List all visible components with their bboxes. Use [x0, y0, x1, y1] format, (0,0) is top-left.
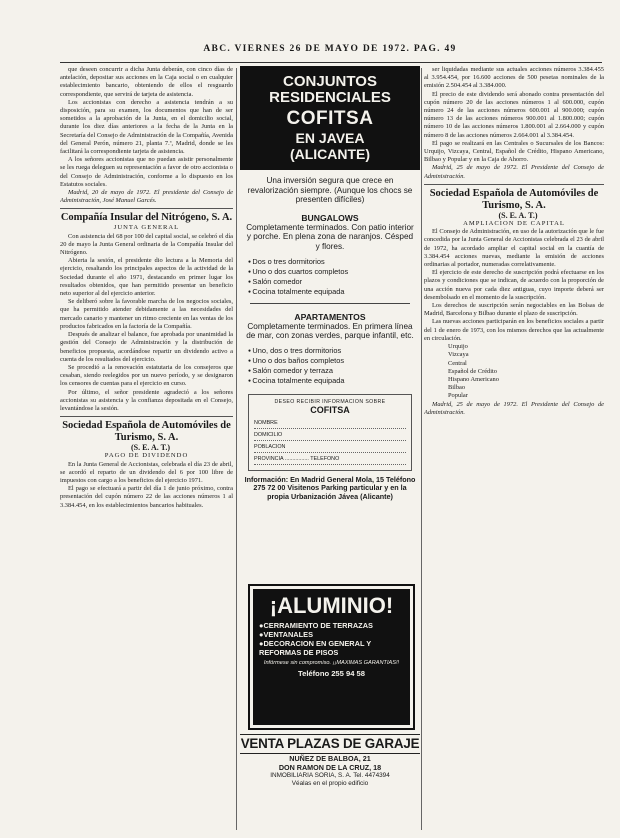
- section-subtitle: PAGO DE DIVIDENDO: [104, 452, 189, 460]
- list-item: ● Cocina totalmente equipada: [248, 287, 420, 297]
- ad-headline: RESIDENCIALES: [269, 89, 391, 106]
- ad-headline: CONJUNTOS: [283, 73, 377, 90]
- article-paragraph: El precio de este dividendo será abonado contra presentación del cupón número 20 de las acciones números 1 al 600.000, cupón número 24 de las acciones números 600.001 al 900.000; cupón número 13 de las acciones números 900.001 al 1.800.000; cupón número 10 de las acciones números 1.800.001 al 2.664.000 y cupón número 8 de las acciones números 2.664.001 al 3.384.454.: [424, 90, 604, 139]
- article-paragraph: ser liquidadas mediante sus actuales acciones números 3.384.455 al 3.954.454, por 16.600 acciones de 500 pesetas nominales de la emisión 2.504.454 al 3.384.000.: [424, 66, 604, 90]
- section-title-seat-capital: Sociedad Española de Automóviles de Turismo, S. A.: [429, 187, 599, 211]
- section-subtitle: AMPLIACION DE CAPITAL: [463, 220, 565, 228]
- article-paragraph: que deseen concurrir a dicha Junta deberán, con cinco días de antelación, depositar sus acciones en la Caja social o en cualquier establecimiento bancario, obteniendo de ellos el resguardo correspondiente, que servirá de tarjeta de asistencia.: [60, 66, 233, 98]
- section-title-nitrogeno: Compañía Insular del Nitrógeno, S. A.: [60, 212, 233, 224]
- article-paragraph: El ejercicio de este derecho de suscripción podrá efectuarse en los plazos y condiciones que se indican, de acuerdo con la proporción de una acción nueva por cada diez antiguas, cuyo importe deberá ser desembolsado en el momento de la suscripción.: [424, 269, 604, 301]
- left-column: [60, 66, 233, 832]
- article-paragraph: Las nuevas acciones participarán en los beneficios sociales a partir del 1 de enero de 1973, con los mismos derechos que las actualmente en circulación.: [424, 318, 604, 342]
- page-header: ABC. VIERNES 26 DE MAYO DE 1972. PAG. 49: [203, 44, 457, 54]
- coupon-field-poblacion: POBLACION: [254, 442, 406, 453]
- list-item: ● VENTANALES: [259, 630, 410, 639]
- list-item: ● Dos o tres dormitorios: [248, 257, 420, 267]
- bank-list-item: Hispano Americano: [448, 375, 499, 383]
- column-rule: [421, 68, 422, 830]
- bank-list-item: Urquijo: [448, 343, 468, 351]
- ad-address: DON RAMON DE LA CRUZ, 18: [278, 763, 382, 772]
- article-paragraph: El pago se realizará en las Centrales o Sucursales de los Bancos: Urquijo, Vizcaya, Central, Español de Crédito, Hispano Americano, Bilbao y Popular y en la Caja de Ahorro.: [424, 139, 604, 164]
- article-paragraph: En la Junta General de Accionistas, celebrada el día 23 de abril, se acordó el reparto de un dividendo del 6 por 100 libre de impuestos con cargo a los beneficios del ejercicio 1971.: [60, 460, 233, 484]
- list-item: ● Salón comedor y terraza: [248, 366, 420, 376]
- bank-list-item: Popular: [448, 392, 468, 400]
- ad-feature-list: [248, 257, 420, 297]
- section-abbr: (S. E. A. T.): [498, 210, 538, 220]
- article-signature: Madrid, 25 de mayo de 1972. El Presidente del Consejo de Administración.: [424, 164, 604, 180]
- ad-conjuntos-residenciales: [240, 66, 420, 578]
- ad-feature-list: [248, 346, 420, 386]
- article-paragraph: Por último, el señor presidente agradeció a los señores accionistas su asistencia y la confianza depositada en el Consejo, levantándose la sesión.: [60, 388, 233, 412]
- ad-intro: Una inversión segura que crece en revalorización siempre. (Aunque los chocs se presenten difíciles): [247, 176, 413, 205]
- section-title-seat: Sociedad Española de Automóviles de Turismo, S. A.: [62, 420, 231, 444]
- ad-header-block: [240, 66, 420, 170]
- article-paragraph: El Consejo de Administración, en uso de la autorización que le fue concedida por la Junta General de Accionistas celebrada el 23 de abril de 1972, ha acordado ampliar el capital social en la cuantía de 3.384.454 acciones nuevas, mediante la emisión de acciones ordinarias al portador, numeradas correlativamente.: [424, 228, 604, 269]
- ad-divider: [250, 303, 410, 304]
- article-paragraph: Con asistencia del 68 por 100 del capital social, se celebró el día 20 de mayo la Junta General ordinaria de la Compañía Insular del Nitrógeno.: [60, 232, 233, 257]
- list-item: ● Salón comedor: [248, 277, 420, 287]
- ad-company: INMOBILIARIA SORIA, S. A. Tel. 4474394: [270, 772, 390, 779]
- ad-headline: EN JAVEA: [295, 130, 365, 146]
- ad-guarantee: Infórmese sin compromiso. ¡¡MAXIMAS GARANTIAS!!: [263, 660, 400, 666]
- ad-phone: Teléfono 255 94 58: [298, 669, 365, 678]
- coupon-title: DESEO RECIBIR INFORMACION SOBRE: [274, 398, 386, 405]
- section-divider: [60, 208, 233, 209]
- list-item: ● Cocina totalmente equipada: [248, 376, 420, 386]
- ad-coupon-form: [248, 394, 412, 471]
- section-subtitle: JUNTA GENERAL: [113, 224, 180, 232]
- list-item: ● Uno o dos baños completos: [248, 356, 420, 366]
- ad-subheading-apartamentos: APARTAMENTOS: [294, 311, 366, 322]
- coupon-brand: COFITSA: [310, 404, 350, 415]
- ad-headline: ¡ALUMINIO!: [269, 593, 394, 618]
- article-paragraph: El pago se efectuará a partir del día 1 de junio próximo, contra presentación del cupón número 22 de las acciones números 1 al 3.384.454, en los establecimientos bancarios habituales.: [60, 485, 233, 509]
- ad-aluminio-panel: [253, 589, 410, 725]
- ad-note: Véalas en el propio edificio: [291, 780, 369, 787]
- right-column: [424, 66, 604, 832]
- bank-list-item: Central: [448, 359, 467, 367]
- section-abbr: (S. E. A. T.): [130, 443, 171, 453]
- article-paragraph: Abierta la sesión, el presidente dio lectura a la Memoria del ejercicio, resaltando los principales aspectos de la actividad de la Sociedad durante el año 1971, destacando en primer lugar los resultados obtenidos, que han permitido presentar un beneficio neto superior al del ejercicio anterior.: [60, 257, 233, 298]
- ad-contact-info: Información: En Madrid General Mola, 15 Teléfono 275 72 00 Visitenos Parking particular y en la propia Urbanización Jávea (Alicante): [244, 474, 416, 501]
- ad-headline: VENTA PLAZAS DE GARAJE: [240, 734, 420, 754]
- ad-text: Completamente terminados. Con patio interior y porche. En plena zona de naranjos. Césped y flores.: [246, 222, 414, 251]
- article-paragraph: Se procedió a la renovación estatutaria de los consejeros que cesaban, siendo reelegidos por un nuevo período, y se designaron los censores de cuentas para el ejercicio en curso.: [60, 363, 233, 388]
- bank-list-item: Vizcaya: [448, 351, 469, 359]
- coupon-field-provincia: PROVINCIA ................ TELEFONO: [254, 454, 406, 465]
- list-item: ● DECORACION EN GENERAL Y REFORMAS DE PISOS: [259, 639, 410, 657]
- ad-garaje: [240, 734, 420, 834]
- section-divider: [424, 184, 604, 185]
- article-signature: Madrid, 25 de mayo de 1972. El Presidente del Consejo de Administración.: [424, 400, 604, 416]
- article-signature: Madrid, 20 de mayo de 1972. El presidente del Consejo de Administración, José Manuel Garcés.: [60, 189, 233, 205]
- list-item: ● Uno, dos o tres dormitorios: [248, 346, 420, 356]
- ad-service-list: [259, 621, 410, 657]
- ad-text: Completamente terminados. En primera línea de mar, con zonas verdes, parque infantil, etc.: [246, 321, 414, 341]
- ad-headline: (ALICANTE): [289, 146, 371, 162]
- column-rule: [236, 68, 237, 830]
- article-paragraph: Después de analizar el balance, fue aprobada por unanimidad la gestión del Consejo de Administración y la distribución de beneficios propuesta, acordándose repartir un dividendo activo a cuenta de los resultados del ejercicio.: [60, 331, 233, 363]
- article-paragraph: Los accionistas con derecho a asistencia tendrán a su disposición, para su examen, los documentos que han de ser sometidos a la aprobación de la Junta, en el domicilio social, durante los diez días anteriores a la fecha de la Junta en la Secretaría del Consejo de Administración de la Compañía, Avenida del General Perón, número 21, planta 7.ª, Madrid, donde se les facilitará la correspondiente tarjeta de asistencia.: [60, 98, 233, 156]
- ad-aluminio: [248, 584, 415, 730]
- ad-address: NUÑEZ DE BALBOA, 21: [289, 754, 371, 763]
- article-paragraph: Los derechos de suscripción serán negociables en las Bolsas de Madrid, Barcelona y Bilbao durante el plazo de suscripción.: [424, 302, 604, 318]
- ad-subheading-bungalows: BUNGALOWS: [301, 212, 359, 223]
- list-item: ● CERRAMIENTO DE TERRAZAS: [259, 621, 410, 630]
- article-paragraph: A los señores accionistas que no puedan asistir personalmente se les ruega deleguen su representación a favor de otro accionista o del Consejo de Administración, conforme a lo dispuesto en los Estatutos sociales.: [60, 156, 233, 188]
- header-rule: [60, 62, 602, 63]
- ad-brand: COFITSA: [286, 108, 374, 129]
- coupon-field-nombre: NOMBRE: [254, 418, 406, 429]
- list-item: ● Uno o dos cuartos completos: [248, 267, 420, 277]
- bank-list-item: Español de Crédito: [448, 367, 497, 375]
- coupon-field-domicilio: DOMICILIO: [254, 430, 406, 441]
- article-paragraph: Se deliberó sobre la favorable marcha de los negocios sociales, que ha permitido atender debidamente a las necesidades del mercado canario y mantener un ritmo creciente en las ventas de los productos fabricados en la factoría de la Compañía.: [60, 298, 233, 330]
- bank-list-item: Bilbao: [448, 384, 466, 392]
- section-divider: [60, 416, 233, 417]
